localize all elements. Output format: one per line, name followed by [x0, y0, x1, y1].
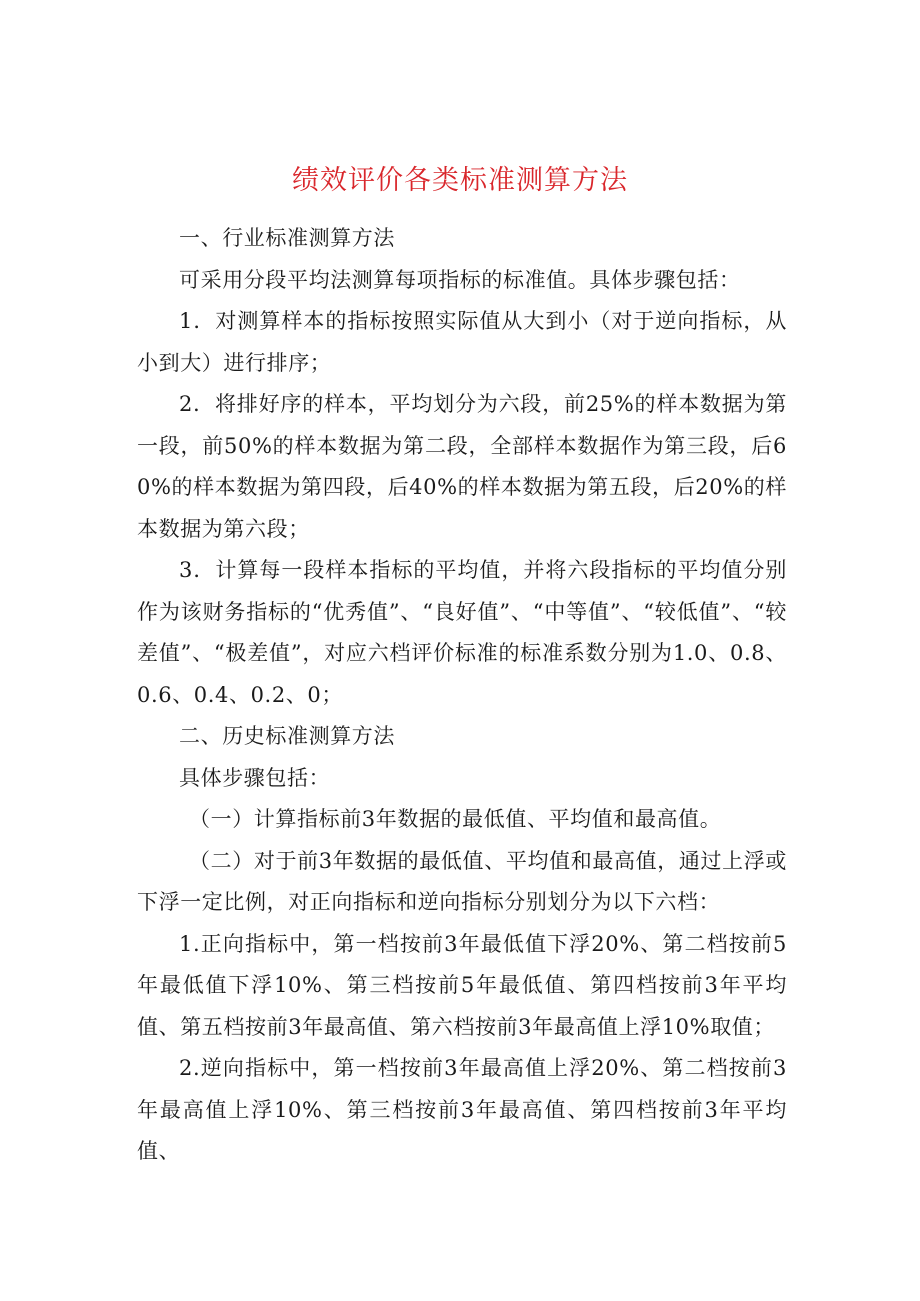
- paragraph-intro: 可采用分段平均法测算每项指标的标准值。具体步骤包括：: [179, 267, 741, 292]
- document-title: 绩效评价各类标准测算方法: [292, 165, 628, 196]
- section-heading-industry: 一、行业标准测算方法: [179, 226, 395, 250]
- paragraph-step-2: 2．将排好序的样本，平均划分为六段，前25%的样本数据为第一段，前50%的样本数据为第二段，全部样本数据作为第三段，后60%的样本数据为第四段，后40%的样本数据为第五段，后20%的样本数据为第六段；: [137, 392, 787, 541]
- section-heading-historical: 二、历史标准测算方法: [179, 724, 395, 748]
- document-body: [137, 218, 787, 1173]
- paragraph-step-1: 1．对测算样本的指标按照实际值从大到小（对于逆向指标，从小到大）进行排序；: [137, 309, 787, 375]
- paragraph-step-3: 3．计算每一段样本指标的平均值，并将六段指标的平均值分别作为该财务指标的“优秀值”、“良好值”、“中等值”、“较低值”、“较差值”、“极差值”，对应六档评价标准的标准系数分别为1.0、0.8、0.6、0.4、0.2、0；: [137, 558, 787, 707]
- paragraph-steps-intro: 具体步骤包括：: [179, 765, 331, 790]
- paragraph-negative-indicator: 2.逆向指标中，第一档按前3年最高值上浮20%、第二档按前3年最高值上浮10%、第三档按前3年最高值、第四档按前3年平均值、: [137, 1056, 787, 1163]
- paragraph-positive-indicator: 1.正向指标中，第一档按前3年最低值下浮20%、第二档按前5年最低值下浮10%、第三档按前5年最低值、第四档按前3年平均值、第五档按前3年最高值、第六档按前3年最高值上浮10%取值；: [137, 931, 787, 1039]
- paragraph-item-1: （一）计算指标前3年数据的最低值、平均值和最高值。: [189, 807, 722, 831]
- paragraph-item-2: （二）对于前3年数据的最低值、平均值和最高值，通过上浮或下浮一定比例，对正向指标和逆向指标分别划分为以下六档：: [137, 848, 787, 914]
